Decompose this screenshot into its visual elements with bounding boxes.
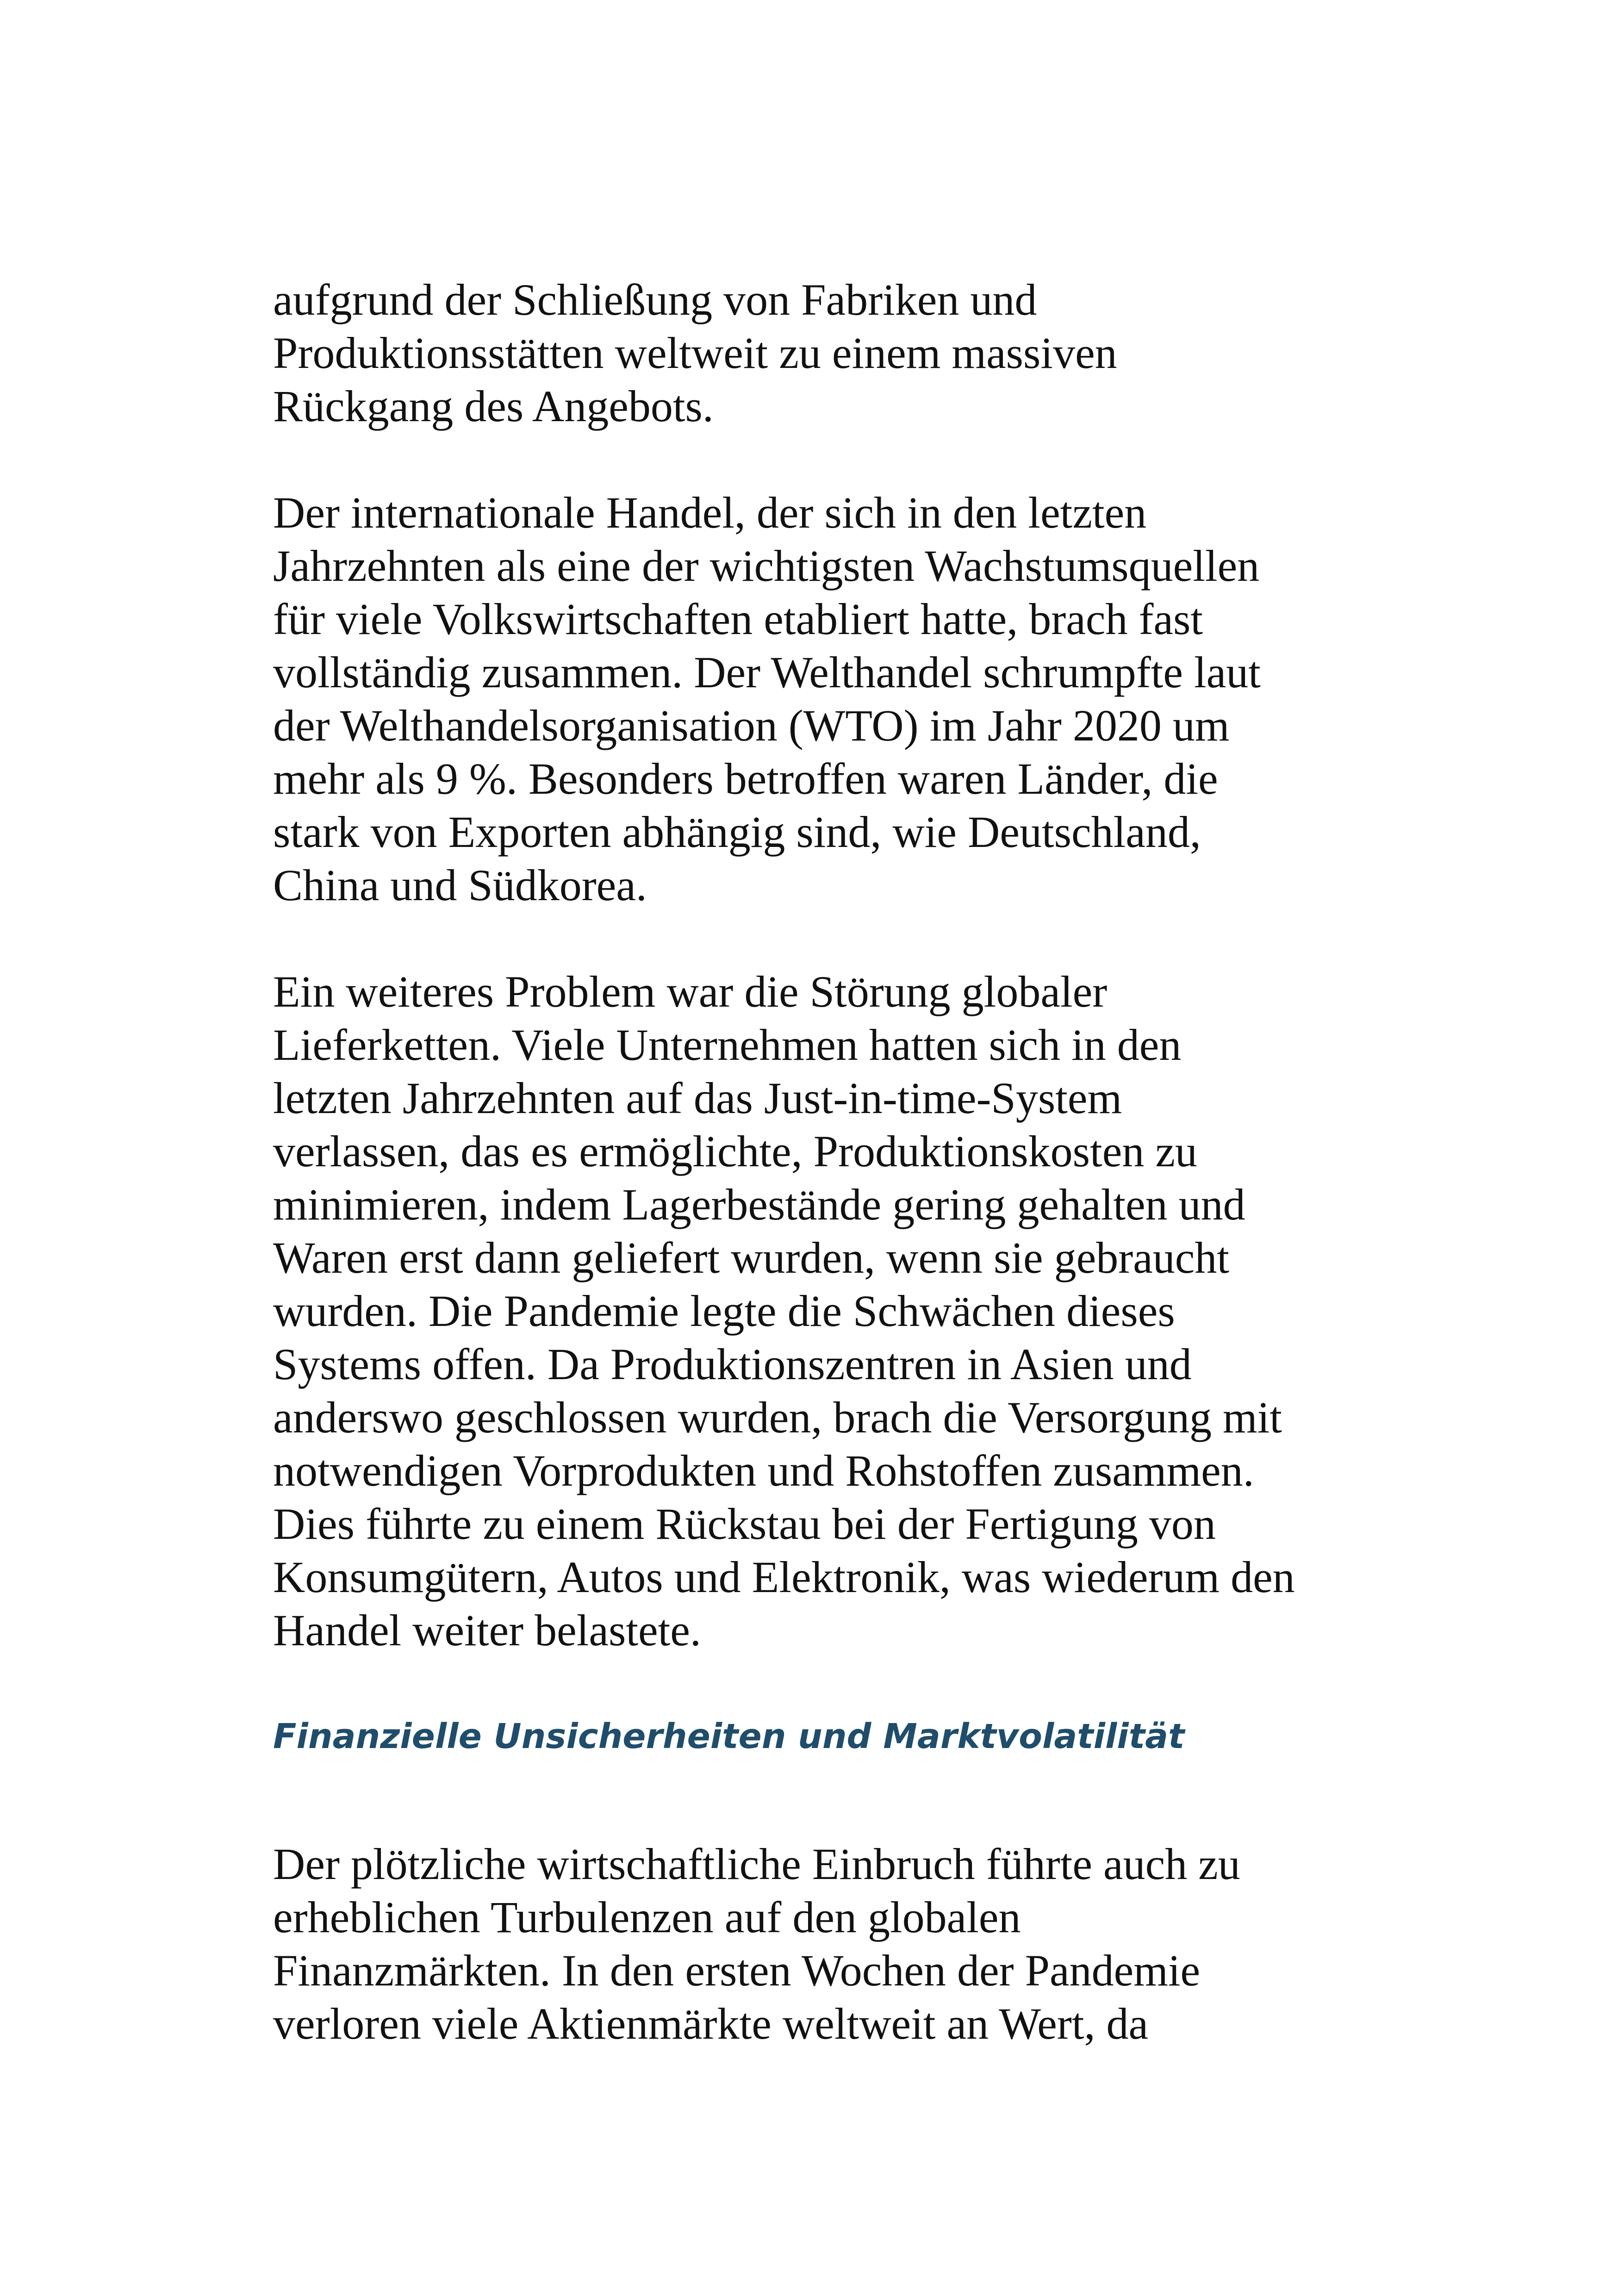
paragraph-line: verlassen, das es ermöglichte, Produktionskosten zu <box>273 1126 1197 1176</box>
paragraph-line: vollständig zusammen. Der Welthandel schrumpfte laut <box>273 647 1261 697</box>
paragraph-spacer <box>273 1657 1384 1710</box>
heading-spacer <box>273 1763 1384 1837</box>
paragraph-line: Waren erst dann geliefert wurden, wenn sie gebraucht <box>273 1233 1230 1282</box>
paragraph-line: anderswo geschlossen wurden, brach die Versorgung mit <box>273 1393 1282 1442</box>
section-heading: Finanzielle Unsicherheiten und Marktvolatilität <box>273 1717 1185 1756</box>
paragraph-2 <box>273 486 1384 912</box>
paragraph-line: Handel weiter belastete. <box>273 1605 701 1655</box>
paragraph-line: für viele Volkswirtschaften etabliert hatte, brach fast <box>273 594 1203 644</box>
paragraph-spacer <box>273 912 1384 965</box>
paragraph-line: Systems offen. Da Produktionszentren in Asien und <box>273 1339 1192 1389</box>
paragraph-line: stark von Exporten abhängig sind, wie Deutschland, <box>273 807 1201 857</box>
paragraph-4 <box>273 1837 1384 2050</box>
paragraph-spacer <box>273 433 1384 486</box>
paragraph-line: erheblichen Turbulenzen auf den globalen <box>273 1892 1021 1942</box>
paragraph-line: Lieferketten. Viele Unternehmen hatten sich in den <box>273 1020 1182 1070</box>
paragraph-line: wurden. Die Pandemie legte die Schwächen dieses <box>273 1286 1175 1336</box>
paragraph-line: Rückgang des Angebots. <box>273 381 714 431</box>
paragraph-line: Produktionsstätten weltweit zu einem massiven <box>273 328 1117 378</box>
paragraph-3 <box>273 965 1384 1657</box>
paragraph-line: mehr als 9 %. Besonders betroffen waren Länder, die <box>273 754 1218 803</box>
paragraph-line: der Welthandelsorganisation (WTO) im Jahr 2020 um <box>273 701 1230 750</box>
document-body <box>273 273 1384 2050</box>
paragraph-1 <box>273 273 1384 433</box>
paragraph-line: minimieren, indem Lagerbestände gering gehalten und <box>273 1180 1245 1229</box>
paragraph-line: China und Südkorea. <box>273 860 647 910</box>
paragraph-line: notwendigen Vorprodukten und Rohstoffen zusammen. <box>273 1446 1254 1495</box>
paragraph-line: Jahrzehnten als eine der wichtigsten Wachstumsquellen <box>273 541 1260 591</box>
paragraph-line: Konsumgütern, Autos und Elektronik, was wiederum den <box>273 1552 1295 1602</box>
paragraph-line: letzten Jahrzehnten auf das Just-in-time-System <box>273 1073 1122 1123</box>
paragraph-line: Dies führte zu einem Rückstau bei der Fertigung von <box>273 1499 1216 1549</box>
paragraph-line: Der internationale Handel, der sich in den letzten <box>273 488 1147 537</box>
paragraph-line: aufgrund der Schließung von Fabriken und <box>273 275 1037 324</box>
paragraph-line: Der plötzliche wirtschaftliche Einbruch führte auch zu <box>273 1839 1240 1889</box>
paragraph-line: verloren viele Aktienmärkte weltweit an Wert, da <box>273 1999 1149 2048</box>
paragraph-line: Finanzmärkten. In den ersten Wochen der Pandemie <box>273 1946 1201 1995</box>
paragraph-line: Ein weiteres Problem war die Störung globaler <box>273 967 1108 1016</box>
